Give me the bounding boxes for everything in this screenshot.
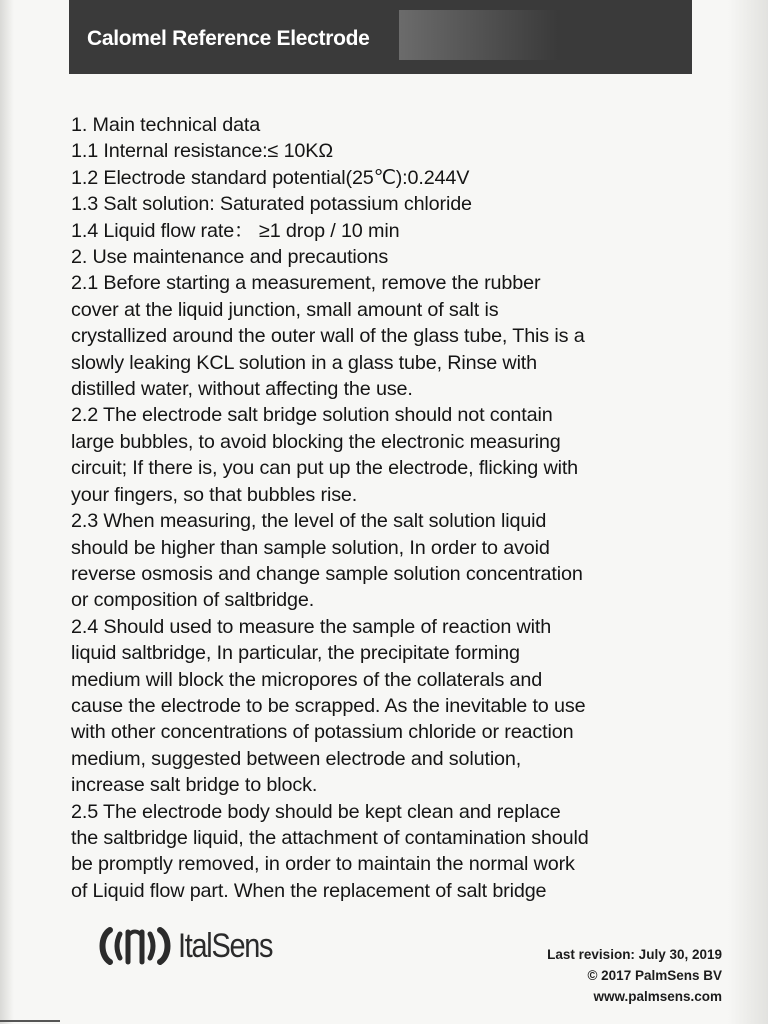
- text-line: 2.2 The electrode salt bridge solution should not contain: [71, 404, 553, 427]
- text-line: 2. Use maintenance and precautions: [71, 246, 389, 269]
- text-line: 2.5 The electrode body should be kept clean and replace: [71, 800, 561, 823]
- header-bar: [69, 0, 692, 74]
- text-line: 2.1 Before starting a measurement, remove the rubber: [71, 272, 541, 295]
- text-line: cover at the liquid junction, small amount of salt is: [71, 298, 499, 321]
- text-line: 2.4 Should used to measure the sample of reaction with: [71, 615, 552, 638]
- text-line: medium will block the micropores of the collaterals and: [71, 668, 543, 691]
- italsens-logo-icon: [96, 924, 174, 968]
- text-line: 1.1 Internal resistance:≤ 10KΩ: [71, 140, 333, 163]
- text-line: 1.3 Salt solution: Saturated potassium chloride: [71, 193, 472, 216]
- revision-date: Last revision: July 30, 2019: [547, 947, 722, 962]
- text-line: reverse osmosis and change sample solution concentration: [71, 562, 583, 585]
- page-bottom-mark: [0, 1020, 60, 1022]
- text-line: or composition of saltbridge.: [71, 589, 315, 612]
- website-url: www.palmsens.com: [593, 989, 722, 1004]
- italsens-logo: [96, 924, 289, 968]
- page-edge-right: [728, 0, 768, 1024]
- document-title: Calomel Reference Electrode: [87, 27, 370, 50]
- document-body: [71, 112, 696, 904]
- text-line: your fingers, so that bubbles rise.: [71, 483, 358, 506]
- footer-info: [547, 944, 722, 1007]
- logo-text: ItalSens: [178, 926, 273, 965]
- text-line: 1.2 Electrode standard potential(25℃):0.244V: [71, 166, 470, 189]
- text-line: liquid saltbridge, In particular, the precipitate forming: [71, 642, 520, 665]
- text-line: 1. Main technical data: [71, 114, 261, 136]
- text-line: should be higher than sample solution, In order to avoid: [71, 536, 550, 559]
- page-edge-left: [0, 0, 14, 1024]
- text-line: crystallized around the outer wall of the glass tube, This is a: [71, 325, 585, 348]
- copyright-notice: © 2017 PalmSens BV: [587, 968, 722, 983]
- text-line: distilled water, without affecting the use.: [71, 378, 413, 401]
- text-line: increase salt bridge to block.: [71, 774, 318, 797]
- text-line: the saltbridge liquid, the attachment of contamination should: [71, 826, 589, 849]
- text-line: circuit; If there is, you can put up the electrode, flicking with: [71, 457, 579, 480]
- text-line: large bubbles, to avoid blocking the electronic measuring: [71, 430, 561, 453]
- text-line: slowly leaking KCL solution in a glass tube, Rinse with: [71, 351, 538, 374]
- text-line: 1.4 Liquid flow rate： ≥1 drop / 10 min: [71, 219, 400, 242]
- header-texture: [399, 10, 559, 60]
- text-line: be promptly removed, in order to maintain the normal work: [71, 853, 575, 876]
- text-line: of Liquid flow part. When the replacement of salt bridge: [71, 879, 547, 902]
- text-line: 2.3 When measuring, the level of the salt solution liquid: [71, 510, 547, 533]
- text-line: with other concentrations of potassium chloride or reaction: [71, 721, 574, 744]
- text-line: medium, suggested between electrode and solution,: [71, 747, 522, 770]
- text-line: cause the electrode to be scrapped. As the inevitable to use: [71, 694, 586, 717]
